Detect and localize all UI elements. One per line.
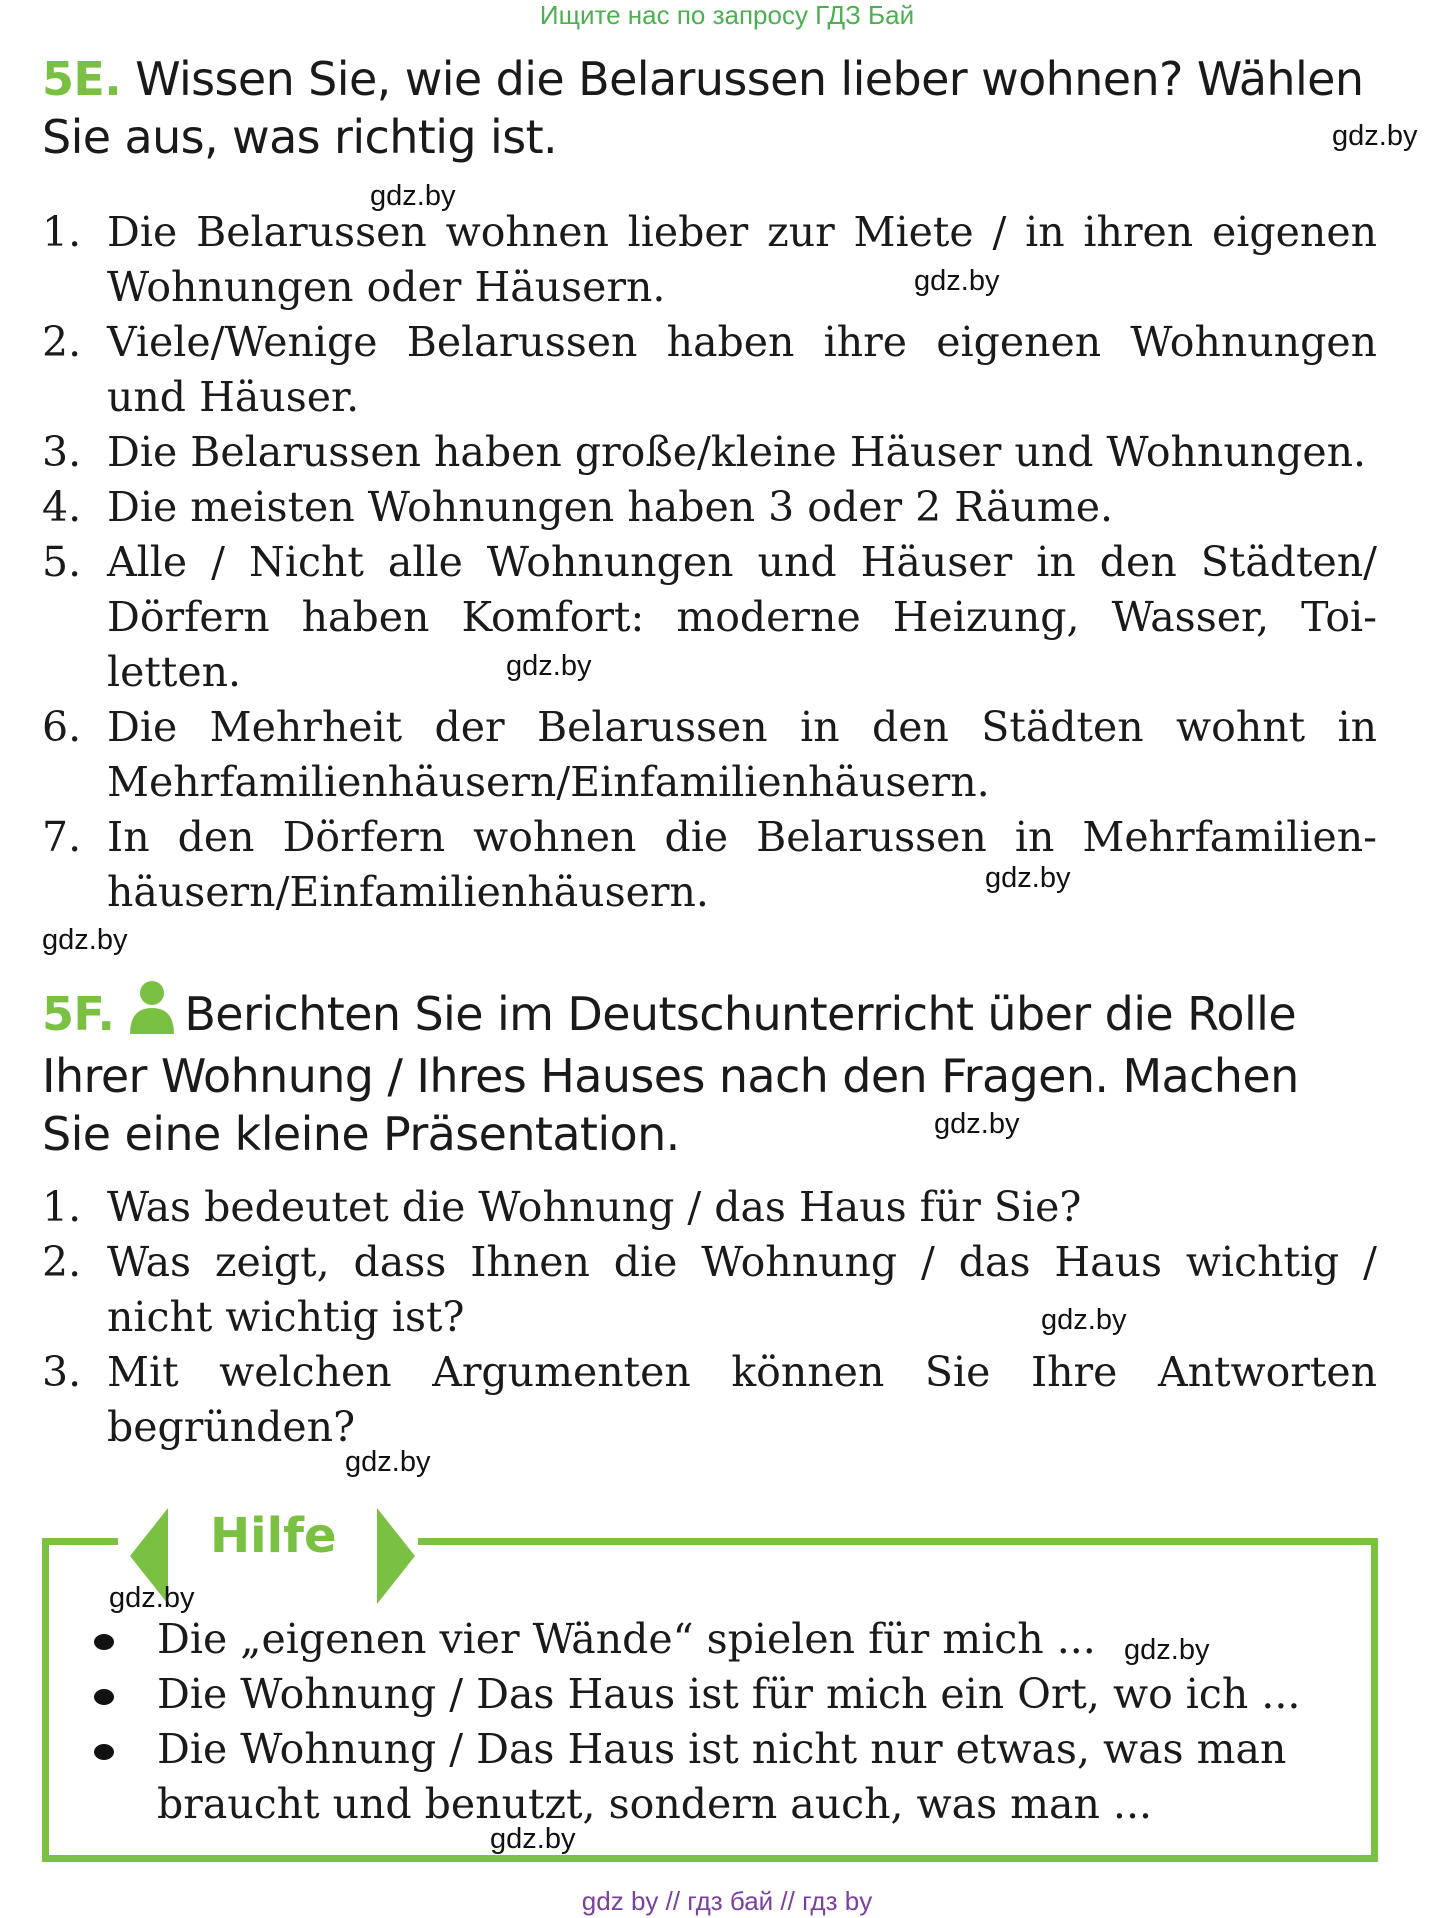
watermark: gdz.by (109, 1582, 195, 1614)
list-item (42, 535, 1377, 700)
watermark: gdz.by (914, 265, 1000, 297)
list-item (42, 700, 1377, 810)
exercise-number: 5E. (42, 52, 122, 106)
watermark: gdz.by (490, 1823, 576, 1855)
item-text: Alle / Nicht alle Wohnungen und Häuser in den Städten/ Dörfern haben Komfort: moderne Heizung, Wasser, Toiletten. (107, 538, 1377, 696)
exercise-5e-heading (42, 50, 1377, 166)
item-number: 4. (42, 483, 82, 531)
watermark: gdz.by (506, 650, 592, 682)
item-number: 6. (42, 703, 82, 751)
watermark: gdz.by (370, 180, 456, 212)
bullet-icon (94, 1744, 114, 1760)
list-item (42, 425, 1377, 480)
item-text: In den Dörfern wohnen die Belarussen in Mehrfamilienhäusern/Einfamilienhäusern. (107, 813, 1377, 916)
watermark: gdz.by (1041, 1304, 1127, 1336)
arrow-right-icon (377, 1508, 415, 1604)
list-item (42, 1180, 1377, 1235)
item-number: 7. (42, 813, 82, 861)
list-item (42, 1345, 1377, 1455)
list-item (42, 315, 1377, 425)
top-search-banner[interactable]: Ищите нас по запросу ГДЗ Бай (539, 0, 915, 30)
list-item (42, 810, 1377, 920)
list-item (42, 205, 1377, 315)
item-text: Mit welchen Argumenten können Sie Ihre Antworten begründen? (107, 1348, 1377, 1451)
bullet-icon (94, 1634, 114, 1650)
item-number: 1. (42, 1183, 82, 1231)
item-text: Die Belarussen haben große/kleine Häuser und Wohnungen. (107, 428, 1367, 476)
bullet-item (92, 1722, 1352, 1832)
item-text: Was zeigt, dass Ihnen die Wohnung / das Haus wichtig / nicht wichtig ist? (107, 1238, 1377, 1341)
item-text: Die Mehrheit der Belarussen in den Städten wohnt in Mehrfamilienhäusern/Einfamilienhäusern. (107, 703, 1377, 806)
bullet-item (92, 1667, 1352, 1722)
item-text: Die Belarussen wohnen lieber zur Miete / in ihren eigenen Wohnungen oder Häusern. (107, 208, 1377, 311)
exercise-title: Berichten Sie im Deutschunterricht über die Rolle Ihrer Wohnung / Ihres Hauses nach den Fragen. Machen Sie eine kleine Präsentation. (42, 987, 1299, 1161)
bullet-text: Die Wohnung / Das Haus ist nicht nur etwas, was man braucht und benutzt, sondern auch, was man ... (157, 1725, 1287, 1828)
item-text: Die meisten Wohnungen haben 3 oder 2 Räume. (107, 483, 1114, 531)
bullet-text: Die Wohnung / Das Haus ist für mich ein Ort, wo ich ... (157, 1670, 1301, 1718)
watermark: gdz.by (42, 924, 128, 956)
list-item (42, 480, 1377, 535)
item-number: 2. (42, 1238, 82, 1286)
exercise-5e-list (42, 205, 1377, 920)
bullet-text: Die „eigenen vier Wände“ spielen für mich ... (157, 1615, 1096, 1663)
bottom-banner[interactable]: gdz by // гдз бай // гдз by (581, 1886, 873, 1916)
exercise-5f-list (42, 1180, 1377, 1455)
list-item (42, 1235, 1377, 1345)
item-number: 3. (42, 1348, 82, 1396)
watermark: gdz.by (1124, 1634, 1210, 1666)
item-text: Was bedeutet die Wohnung / das Haus für Sie? (107, 1183, 1082, 1231)
watermark: gdz.by (345, 1446, 431, 1478)
exercise-title: Wissen Sie, wie die Belarussen lieber wohnen? Wählen Sie aus, was richtig ist. (42, 52, 1364, 164)
help-title: Hilfe (210, 1508, 337, 1564)
item-text: Viele/Wenige Belarussen haben ihre eigenen Wohnungen und Häuser. (107, 318, 1377, 421)
watermark: gdz.by (1332, 120, 1418, 152)
bullet-icon (94, 1689, 114, 1705)
watermark: gdz.by (934, 1108, 1020, 1140)
watermark: gdz.by (985, 862, 1071, 894)
person-icon (128, 980, 176, 1047)
item-number: 1. (42, 208, 82, 256)
exercise-number: 5F. (42, 987, 115, 1041)
item-number: 5. (42, 538, 82, 586)
item-number: 3. (42, 428, 82, 476)
item-number: 2. (42, 318, 82, 366)
exercise-5f-heading (42, 980, 1377, 1163)
